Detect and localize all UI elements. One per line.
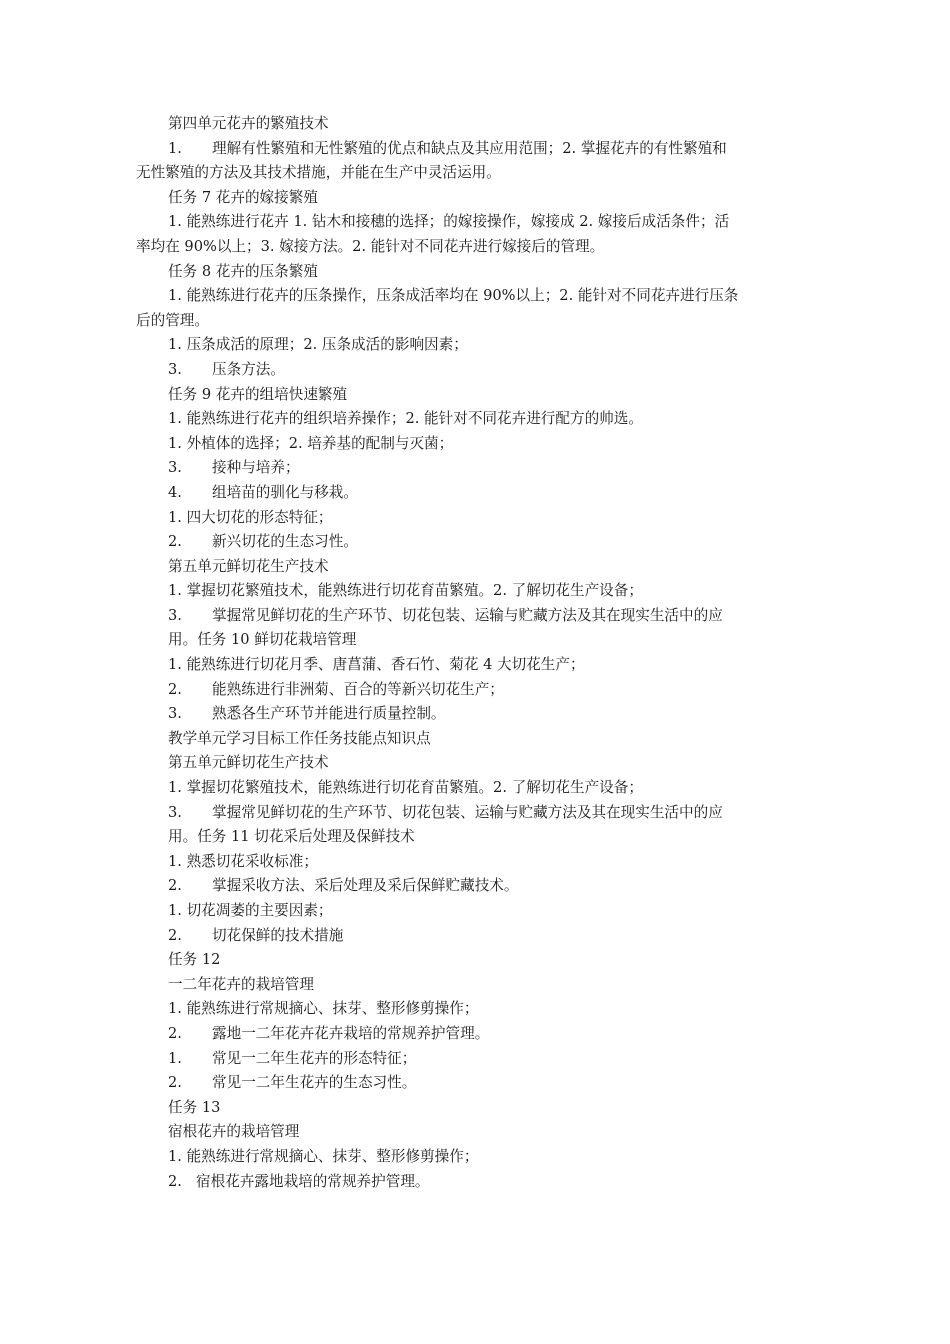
task-heading: 任务 9 花卉的组培快速繁殖 — [168, 385, 348, 403]
unit-heading: 第四单元花卉的繁殖技术 — [168, 115, 329, 132]
list-item: 1. 外植体的选择；2. 培养基的配制与灭菌； — [168, 434, 454, 452]
list-item: 1. 四大切花的形态特征； — [168, 508, 333, 526]
list-number: 2. — [168, 926, 182, 944]
list-item: 2. 能熟练进行非洲菊、百合的等新兴切花生产； — [168, 678, 816, 703]
task-heading: 任务 12 — [168, 951, 221, 969]
list-number: 2. — [168, 1172, 182, 1190]
task-heading: 任务 7 花卉的嫁接繁殖 — [168, 188, 318, 206]
paragraph-text: 掌握常见鲜切花的生产环节、切花包装、运输与贮藏方法及其在现实生活中的应 — [212, 803, 723, 821]
paragraph-text: 率均在 90%以上；3. 嫁接方法。2. 能针对不同花卉进行嫁接后的管理。 — [136, 237, 605, 255]
list-number: 4. — [168, 483, 182, 501]
list-number: 3. — [168, 803, 182, 821]
list-item: 3. 压条方法。 — [168, 358, 816, 383]
task-title: 一二年花卉的栽培管理 — [168, 975, 314, 993]
list-item: 1. 能熟练进行常规摘心、抹芽、整形修剪操作； — [168, 1147, 479, 1165]
unit-heading: 第五单元鲜切花生产技术 — [168, 557, 329, 575]
task-heading: 任务 8 花卉的压条繁殖 — [168, 262, 318, 280]
paragraph-text: 1. 能熟练进行花卉的压条操作，压条成活率均在 90%以上；2. 能针对不同花卉进行压条 — [168, 287, 739, 305]
paragraph-text: 用。任务 11 切花采后处理及保鲜技术 — [168, 828, 415, 846]
list-item: 1. 能熟练进行常规摘心、抹芽、整形修剪操作； — [168, 1000, 479, 1018]
list-item: 2. 掌握采收方法、采后处理及采后保鲜贮藏技术。 — [168, 874, 816, 899]
list-item: 1. 常见一二年生花卉的形态特征； — [168, 1047, 816, 1072]
list-number: 3. — [168, 360, 182, 378]
list-item: 1. 切花凋萎的主要因素； — [168, 902, 333, 919]
paragraph-text: 1. 能熟练进行花卉 1. 钻木和接穗的选择；的嫁接操作，嫁接成 2. 嫁接后成活条件；活 — [168, 213, 730, 231]
list-number: 2. — [168, 680, 182, 698]
list-item: 4. 组培苗的驯化与移栽。 — [168, 481, 816, 506]
unit-heading: 第五单元鲜切花生产技术 — [168, 754, 329, 772]
list-number: 1. — [168, 139, 182, 157]
task-heading: 任务 13 — [168, 1098, 221, 1116]
list-item: 1. 能熟练进行花卉的组织培养操作；2. 能针对不同花卉进行配方的帅选。 — [168, 410, 643, 428]
table-header-text: 教学单元学习目标工作任务技能点知识点 — [168, 729, 431, 747]
paragraph-text: 掌握常见鲜切花的生产环节、切花包装、运输与贮藏方法及其在现实生活中的应 — [212, 606, 723, 624]
list-item: 1. 熟悉切花采收标准； — [168, 852, 318, 870]
list-item: 1. 掌握切花繁殖技术，能熟练进行切花育苗繁殖。2. 了解切花生产设备； — [168, 582, 643, 600]
list-number: 3. — [168, 459, 182, 477]
list-item: 2. 新兴切花的生态习性。 — [168, 530, 816, 555]
list-number: 2. — [168, 1024, 182, 1042]
list-item: 3. 接种与培养； — [168, 456, 816, 481]
list-number: 1. — [168, 1049, 182, 1067]
list-item: 1. 压条成活的原理；2. 压条成活的影响因素； — [168, 336, 468, 354]
list-item: 2. 切花保鲜的技术措施 — [168, 924, 816, 949]
paragraph-text: 无性繁殖的方法及其技术措施，并能在生产中灵活运用。 — [136, 164, 501, 182]
paragraph-text: 用。任务 10 鲜切花栽培管理 — [168, 631, 357, 649]
paragraph — [136, 210, 816, 259]
list-item: 2. 常见一二年生花卉的生态习性。 — [168, 1071, 816, 1096]
list-item: 2. 宿根花卉露地栽培的常规养护管理。 — [168, 1170, 816, 1195]
list-item: 1. 能熟练进行切花月季、唐菖蒲、香石竹、菊花 4 大切花生产； — [168, 656, 585, 674]
list-item: 3. 熟悉各生产环节并能进行质量控制。 — [168, 702, 816, 727]
document-body — [136, 112, 816, 1194]
paragraph-text: 后的管理。 — [136, 311, 209, 329]
list-item: 2. 露地一二年花卉花卉栽培的常规养护管理。 — [168, 1022, 816, 1047]
list-item: 1. 掌握切花繁殖技术，能熟练进行切花育苗繁殖。2. 了解切花生产设备； — [168, 779, 643, 797]
list-number: 3. — [168, 606, 182, 624]
paragraph — [168, 604, 816, 653]
paragraph-text: 理解有性繁殖和无性繁殖的优点和缺点及其应用范围；2. 掌握花卉的有性繁殖和 — [212, 139, 727, 157]
paragraph — [136, 137, 816, 186]
list-number: 2. — [168, 877, 182, 895]
list-number: 2. — [168, 533, 182, 551]
paragraph — [168, 801, 816, 850]
list-number: 3. — [168, 705, 182, 723]
list-number: 2. — [168, 1074, 182, 1092]
task-title: 宿根花卉的栽培管理 — [168, 1123, 300, 1141]
paragraph — [136, 284, 816, 333]
